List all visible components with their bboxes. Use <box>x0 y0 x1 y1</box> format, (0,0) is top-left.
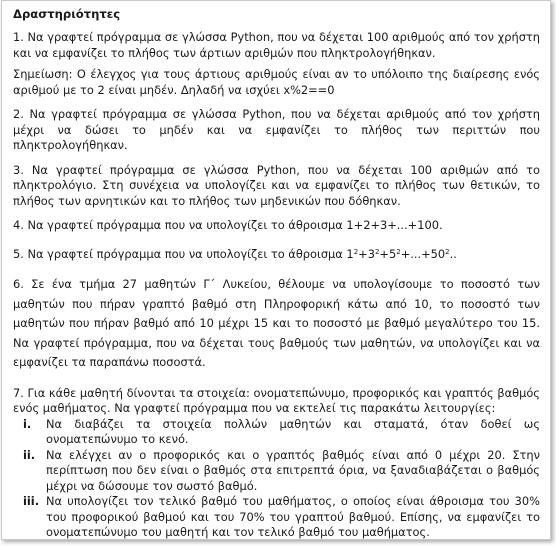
list-item <box>13 494 540 540</box>
exercise-5-prefix: 5. Να γραφτεί πρόγραμμα που να υπολογίζει το άθροισμα 1 <box>13 246 354 261</box>
exercise-6: 6. Σε ένα τμήμα 27 μαθητών Γ΄ Λυκείου, θέλουμε να υπολογίσουμε το ποσοστό των μαθητών που πήραν γραπτό βαθμό στη Πληροφορική κάτω από 10, το ποσοστό των μαθητών που πήραν βαθμό από 10 μέχρι 15 και το ποσοστό με βαθμό μεγαλύτερο του 15. Να γραφτεί πρόγραμμα, που να δέχεται τους βαθμούς των μαθητών, να υπολογίζει και να εμφανίζει τα παραπάνω ποσοστά. <box>13 277 540 369</box>
exercise-7-list <box>13 417 540 541</box>
exercise-5-suffix: .. <box>449 246 457 261</box>
exercise-1-note: Σημείωση: Ο έλεγχος για τους άρτιους αριθμούς είναι αν το υπόλοιπο της διαίρεσης ενός αριθμού με το 2 είναι μηδέν. Δηλαδή να ισχύει x%2==0 <box>13 67 540 97</box>
list-item-text: Να διαβάζει τα στοιχεία πολλών μαθητών και σταματά, όταν δοθεί ως ονοματεπώνυμο το κενό. <box>46 416 540 446</box>
list-item <box>13 448 540 495</box>
document-frame <box>1 0 551 540</box>
exercise-5-term-3: +5 <box>379 246 397 261</box>
exercise-3: 3. Να γραφτεί πρόγραμμα σε γλώσσα Python, που να δέχεται 100 αριθμών από το πληκτρολόγιο. Στη συνέχεια να υπολογίζει και να εμφανίζει το πλήθος των θετικών, το πλήθος των αρνητικών και το πλήθος των μηδενικών που δόθηκαν. <box>13 162 540 208</box>
document-body <box>13 7 540 540</box>
exercise-5-sup-1: 2 <box>353 247 359 256</box>
exercise-2: 2. Να γραφτεί πρόγραμμα σε γλώσσα Python, που να δέχεται αριθμούς από τον χρήστη μέχρι να δώσει το μηδέν και να εμφανίζει το πλήθος των περιττών που πληκτρολογήθηκαν. <box>13 107 540 152</box>
list-item <box>13 417 540 448</box>
list-item-number: iii. <box>23 494 40 508</box>
exercise-4: 4. Να γραφτεί πρόγραμμα που να υπολογίζει το άθροισμα 1+2+3+...+100. <box>13 218 443 232</box>
exercise-1: 1. Να γραφτεί πρόγραμμα σε γλώσσα Python, που να δέχεται 100 αριθμούς από τον χρήστη και να εμφανίζει το πλήθος των άρτιων αριθμών που πληκτρολογήθηκαν. <box>13 30 540 60</box>
exercise-5-term-2: +3 <box>358 246 375 261</box>
list-item-number: i. <box>23 416 32 431</box>
list-item-text: Να ελέγχει αν ο προφορικός και ο γραπτός βαθμός είναι από 0 μέχρι 20. Στην περίπτωση που δεν είναι ο βαθμός στα επιτρεπτά όρια, να ξαναδιαβάζεται ο βαθμός μέχρι να δώσουμε τον σωστό βαθμό. <box>46 447 540 493</box>
section-title: Δραστηριότητες <box>13 7 121 21</box>
exercise-5-sup-3: 2 <box>396 247 401 256</box>
exercise-5-sup-4: 2 <box>445 247 450 256</box>
list-item-text: Να υπολογίζει τον τελικό βαθμό του μαθήματος, ο οποίος είναι άθροισμα του 30% του προφορικού βαθμού και του 70% του γραπτού βαθμού. Επίσης, να εμφανίζει το ονοματεπώνυμο του μαθητή και τον τελικό βαθμό του μαθήματος. <box>46 494 540 539</box>
exercise-5 <box>13 247 540 263</box>
list-item-number: ii. <box>23 447 36 462</box>
exercise-5-sup-2: 2 <box>374 247 380 256</box>
exercise-7-intro: 7. Για κάθε μαθητή δίνονται τα στοιχεία: ονοματεπώνυμο, προφορικός και γραπτός βαθμός ενός μαθήματος. Να γραφτεί πρόγραμμα που να εκτελεί τις παρακάτω λειτουργίες: <box>13 385 540 415</box>
exercise-5-term-last: +...+50 <box>400 246 446 261</box>
